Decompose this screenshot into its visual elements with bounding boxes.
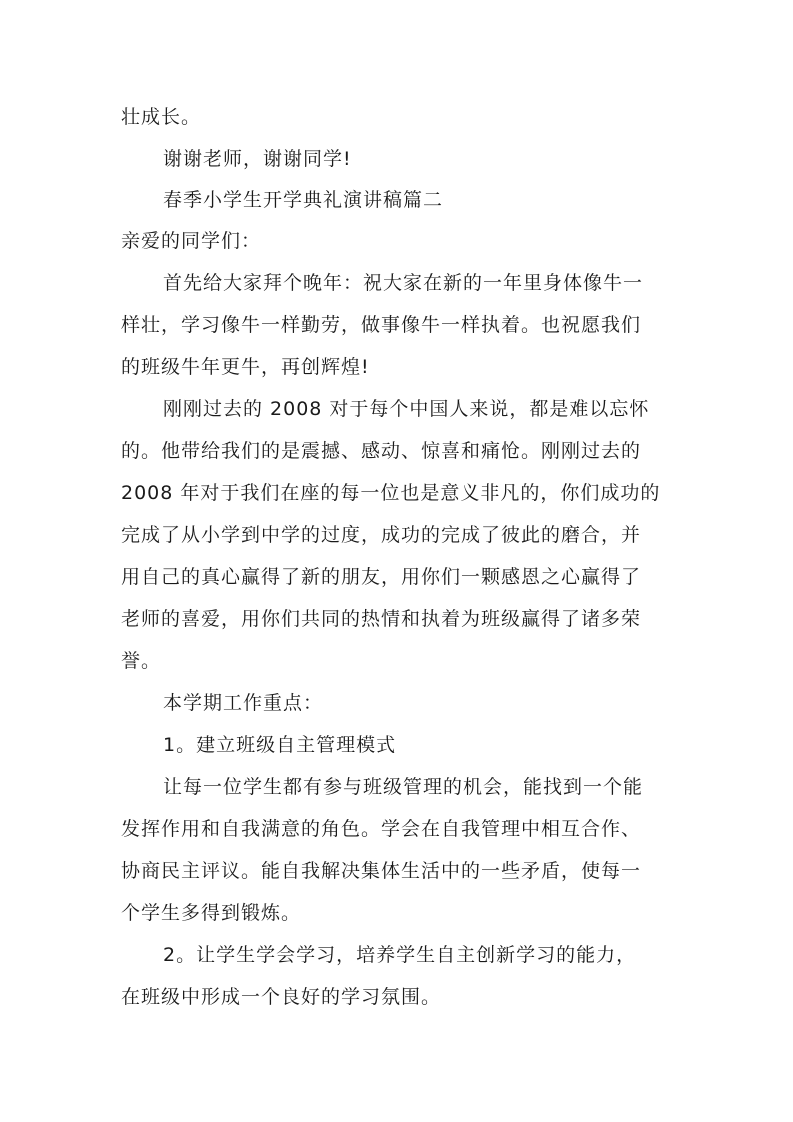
focus-item-2: 2。让学生学会学习，培养学生自主创新学习的能力， xyxy=(163,944,637,966)
paragraph-line: 个学生多得到锻炼。 xyxy=(121,902,302,924)
paragraph-line: 刚刚过去的 2008 对于每个中国人来说，都是难以忘怀 xyxy=(163,398,650,420)
work-focus-heading: 本学期工作重点： xyxy=(163,692,324,714)
section-heading: 春季小学生开学典礼演讲稿篇二 xyxy=(163,189,444,211)
paragraph-line: 誉。 xyxy=(121,650,162,672)
paragraph-line: 首先给大家拜个晚年：祝大家在新的一年里身体像牛一 xyxy=(163,272,644,294)
focus-item-1: 1。建立班级自主管理模式 xyxy=(163,734,397,756)
salutation: 亲爱的同学们： xyxy=(121,230,262,252)
text-line: 壮成长。 xyxy=(121,106,202,128)
paragraph-line: 协商民主评议。能自我解决集体生活中的一些矛盾，使每一 xyxy=(121,860,642,882)
paragraph-line: 完成了从小学到中学的过度，成功的完成了彼此的磨合，并 xyxy=(121,524,642,546)
paragraph-line: 发挥作用和自我满意的角色。学会在自我管理中相互合作、 xyxy=(121,818,642,840)
paragraph-line: 老师的喜爱，用你们共同的热情和执着为班级赢得了诸多荣 xyxy=(121,608,642,630)
paragraph-line: 样壮，学习像牛一样勤劳，做事像牛一样执着。也祝愿我们 xyxy=(121,314,642,336)
paragraph-line: 的。他带给我们的是震撼、感动、惊喜和痛怆。刚刚过去的 xyxy=(121,440,642,462)
paragraph-line: 2008 年对于我们在座的每一位也是意义非凡的，你们成功的 xyxy=(121,482,661,504)
paragraph-line: 用自己的真心赢得了新的朋友，用你们一颗感恩之心赢得了 xyxy=(121,566,642,588)
paragraph-line: 在班级中形成一个良好的学习氛围。 xyxy=(121,986,442,1008)
paragraph-line: 让每一位学生都有参与班级管理的机会，能找到一个能 xyxy=(163,776,644,798)
paragraph-line: 的班级牛年更牛，再创辉煌! xyxy=(121,356,370,378)
closing-thanks: 谢谢老师，谢谢同学! xyxy=(163,148,352,170)
